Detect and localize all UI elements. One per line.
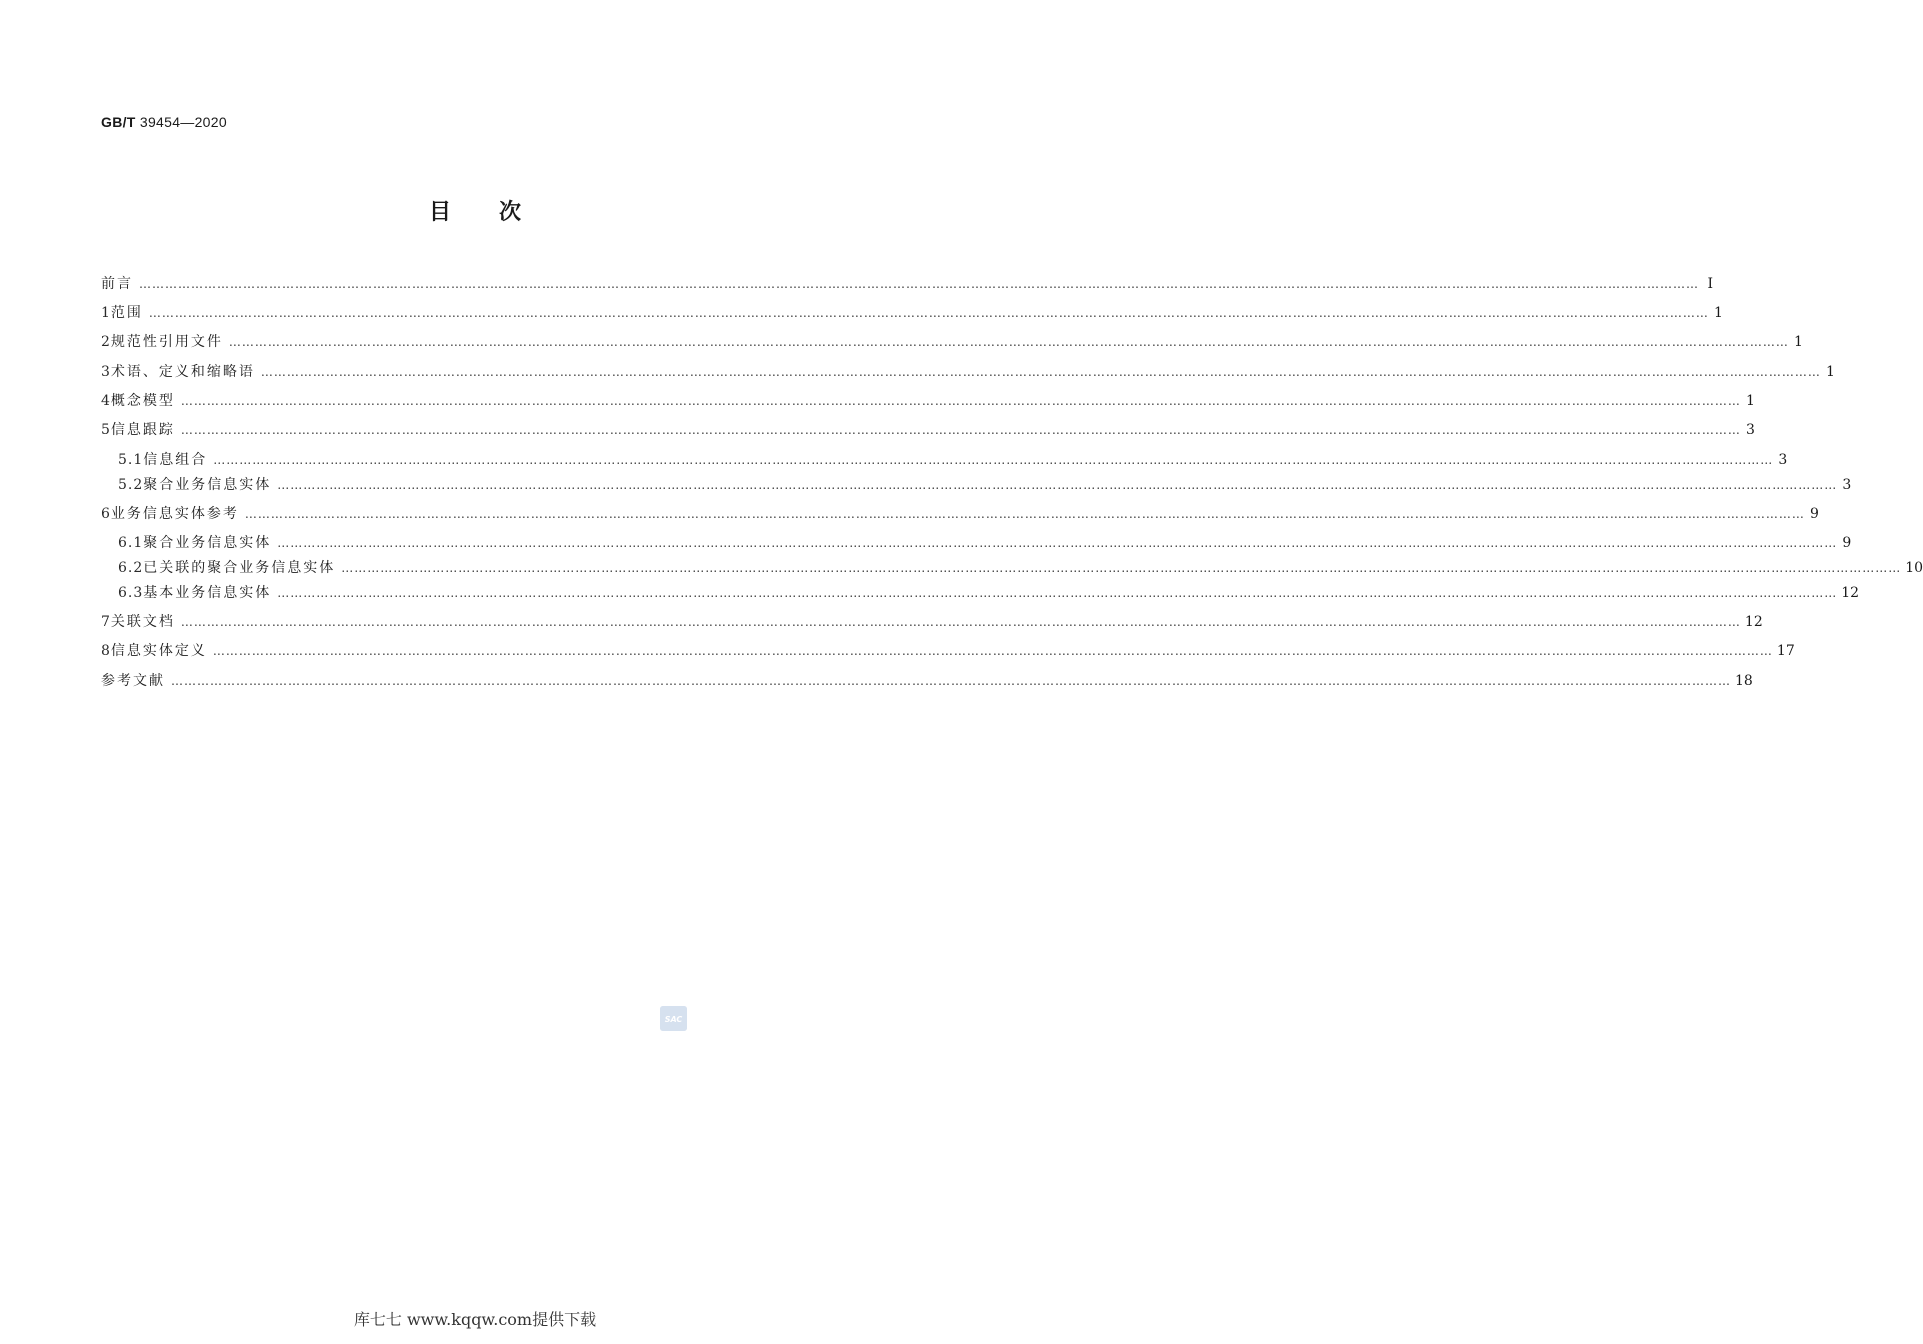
- toc-entry-page: 1: [1714, 305, 1723, 321]
- toc-leader-dots: ………………………………………………………………………………………………………………………………………………………………………………………………………………………………………………………………………………………………………………………………: [180, 394, 1741, 408]
- toc-entry-title: 关联文档: [110, 614, 175, 630]
- toc-entry[interactable]: [101, 641, 1795, 661]
- toc-entry-page: 17: [1776, 643, 1795, 659]
- toc-entry-page: 10: [1905, 560, 1923, 576]
- toc-entry[interactable]: [118, 533, 1852, 553]
- toc-entry[interactable]: [118, 450, 1788, 470]
- toc-leader-dots: ………………………………………………………………………………………………………………………………………………………………………………………………………………………………………………………………………………………………………………………………: [139, 277, 1699, 291]
- download-footer: 库七七 www.kqqw.com提供下载: [353, 1310, 597, 1329]
- toc-leader-dots: ………………………………………………………………………………………………………………………………………………………………………………………………………………………………………………………………………………………………………………………………: [260, 365, 1821, 379]
- toc-leader-dots: ………………………………………………………………………………………………………………………………………………………………………………………………………………………………………………………………………………………………………………………………: [277, 478, 1838, 492]
- toc-entry-page: 3: [1746, 422, 1755, 438]
- toc-entry-page: 1: [1826, 364, 1835, 380]
- toc-entry[interactable]: [101, 274, 1713, 294]
- svg-text:SAC: SAC: [664, 1015, 683, 1024]
- toc-entry-number: 1: [101, 305, 111, 321]
- toc-entry-number: 5.2: [118, 477, 144, 493]
- toc-entry-number: 6.1: [118, 535, 144, 551]
- toc-entry[interactable]: [118, 583, 1860, 603]
- toc-entry[interactable]: [101, 362, 1835, 382]
- toc-leader-dots: ………………………………………………………………………………………………………………………………………………………………………………………………………………………………………………………………………………………………………………………………: [341, 561, 1902, 575]
- toc-entry-page: 1: [1746, 393, 1755, 409]
- standard-code: [101, 114, 227, 130]
- toc-entry[interactable]: [101, 391, 1755, 411]
- toc-leader-dots: ………………………………………………………………………………………………………………………………………………………………………………………………………………………………………………………………………………………………………………………………: [148, 306, 1709, 320]
- standard-number: 39454—2020: [139, 114, 227, 130]
- standard-prefix: GB/T: [101, 114, 136, 130]
- toc-leader-dots: ………………………………………………………………………………………………………………………………………………………………………………………………………………………………………………………………………………………………………………………………: [212, 644, 1773, 658]
- toc-leader-dots: ………………………………………………………………………………………………………………………………………………………………………………………………………………………………………………………………………………………………………………………………: [180, 615, 1741, 629]
- toc-entry-number: 6.3: [118, 585, 144, 601]
- toc-entry-number: 5.1: [118, 452, 144, 468]
- toc-entry-page: 12: [1744, 614, 1763, 630]
- toc-entry[interactable]: [118, 558, 1923, 578]
- toc-entry-number: 5: [101, 422, 111, 438]
- sac-logo-icon: [660, 1006, 687, 1031]
- toc-entry-title: 基本业务信息实体: [143, 585, 272, 601]
- toc-entry[interactable]: [101, 303, 1723, 323]
- toc-entry-number: 7: [101, 614, 111, 630]
- toc-entry-title: 术语、定义和缩略语: [110, 364, 255, 380]
- toc-entry-title: 业务信息实体参考: [110, 506, 239, 522]
- toc-entry[interactable]: [101, 671, 1753, 691]
- toc-leader-dots: ………………………………………………………………………………………………………………………………………………………………………………………………………………………………………………………………………………………………………………………………: [228, 335, 1789, 349]
- toc-leader-dots: ………………………………………………………………………………………………………………………………………………………………………………………………………………………………………………………………………………………………………………………………: [244, 507, 1805, 521]
- toc-leader-dots: ………………………………………………………………………………………………………………………………………………………………………………………………………………………………………………………………………………………………………………………………: [213, 453, 1774, 467]
- toc-leader-dots: ………………………………………………………………………………………………………………………………………………………………………………………………………………………………………………………………………………………………………………………………: [277, 586, 1838, 600]
- toc-entry[interactable]: [118, 475, 1852, 495]
- toc-entry-page: 9: [1842, 535, 1852, 551]
- toc-entry-number: 8: [101, 643, 111, 659]
- toc-entry-title: 聚合业务信息实体: [143, 535, 272, 551]
- toc-entry-title: 聚合业务信息实体: [143, 477, 272, 493]
- toc-entry-page: Ⅰ: [1707, 276, 1713, 292]
- toc-entry-page: 3: [1842, 477, 1852, 493]
- toc-entry-number: 6: [101, 506, 111, 522]
- toc-entry-number: 6.2: [118, 560, 144, 576]
- toc-entry-title: 概念模型: [110, 393, 175, 409]
- toc-entry[interactable]: [101, 504, 1819, 524]
- sac-watermark-logo: [660, 1006, 687, 1031]
- toc-entry[interactable]: [101, 420, 1755, 440]
- toc-leader-dots: ………………………………………………………………………………………………………………………………………………………………………………………………………………………………………………………………………………………………………………………………: [171, 674, 1731, 688]
- toc-entry-number: 2: [101, 334, 111, 350]
- toc-entry-page: 18: [1735, 673, 1753, 689]
- toc-entry-title: 已关联的聚合业务信息实体: [143, 560, 336, 576]
- toc-entry-title: 信息实体定义: [110, 643, 207, 659]
- toc-entry-title: 规范性引用文件: [110, 334, 223, 350]
- toc-entry[interactable]: [101, 332, 1803, 352]
- toc-leader-dots: ………………………………………………………………………………………………………………………………………………………………………………………………………………………………………………………………………………………………………………………………: [277, 536, 1838, 550]
- toc-entry-title: 范围: [110, 305, 143, 321]
- toc-entry-title: 信息跟踪: [110, 422, 175, 438]
- toc-entry-number: 3: [101, 364, 111, 380]
- toc-leader-dots: ………………………………………………………………………………………………………………………………………………………………………………………………………………………………………………………………………………………………………………………………: [180, 423, 1741, 437]
- toc-entry[interactable]: [101, 612, 1763, 632]
- toc-entry-number: 4: [101, 393, 111, 409]
- toc-entry-title: 前言: [101, 276, 133, 292]
- toc-entry-page: 3: [1778, 452, 1788, 468]
- toc-entry-page: 12: [1841, 585, 1860, 601]
- toc-entry-title: 信息组合: [143, 452, 208, 468]
- page-title: 目次: [428, 200, 569, 225]
- toc-entry-title: 参考文献: [101, 673, 165, 689]
- toc-entry-page: 1: [1794, 334, 1803, 350]
- toc-entry-page: 9: [1810, 506, 1819, 522]
